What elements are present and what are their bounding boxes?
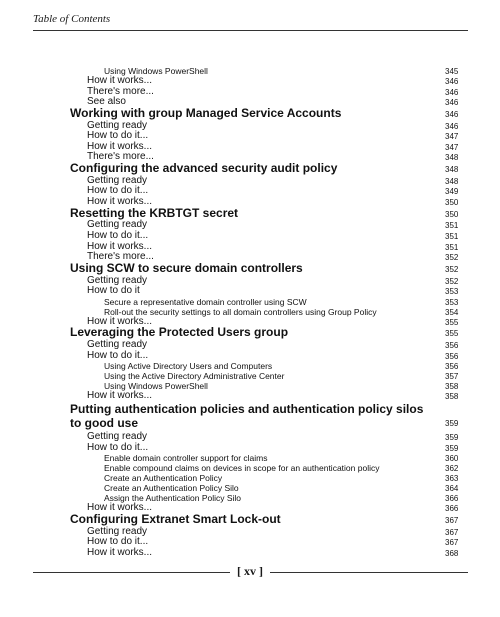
toc-entry-page: 359 bbox=[445, 419, 459, 428]
toc-entry-title: Enable compound claims on devices in scope for an authentication policy bbox=[104, 463, 380, 474]
toc-entry-page: 357 bbox=[445, 372, 459, 382]
toc-entry-title: Secure a representative domain controller using SCW bbox=[104, 296, 307, 307]
toc-section-entry[interactable] bbox=[0, 327, 500, 339]
toc-entry-title: Create an Authentication Policy Silo bbox=[104, 483, 239, 494]
toc-entry-title: How to do it... bbox=[87, 441, 149, 453]
toc-entry-title: Enable domain controller support for claims bbox=[104, 453, 268, 464]
toc-entry-page: 348 bbox=[445, 153, 459, 163]
toc-entry-page: 353 bbox=[445, 287, 459, 297]
toc-entry-page: 350 bbox=[445, 198, 459, 207]
toc-entry-title: How it works... bbox=[87, 75, 153, 86]
toc-entry-page: 368 bbox=[445, 548, 459, 558]
toc-entry-title: Getting ready bbox=[87, 431, 148, 442]
toc-entry-page: 351 bbox=[445, 221, 459, 231]
toc-entry-page: 358 bbox=[445, 392, 459, 402]
toc-section-entry[interactable] bbox=[0, 163, 500, 175]
toc-entry-title: Resetting the KRBTGT secret bbox=[70, 205, 239, 220]
toc-entry-title: How to do it... bbox=[87, 130, 149, 142]
toc-entry-title: Putting authentication policies and authentication policy silos to good use bbox=[70, 402, 424, 430]
toc-entry-page: 347 bbox=[445, 132, 459, 142]
toc-entry-title: How to do it... bbox=[87, 536, 149, 548]
toc-entry-title: How it works... bbox=[87, 315, 153, 327]
toc-entry-title: There's more... bbox=[87, 85, 154, 97]
toc-entry-page: 347 bbox=[445, 142, 459, 152]
toc-entry-title: How to do it... bbox=[87, 185, 149, 197]
toc-entry-page: 359 bbox=[445, 443, 459, 453]
toc-entry-title: How to do it bbox=[87, 285, 140, 297]
toc-entry-page: 353 bbox=[445, 297, 459, 307]
toc-entry-page: 356 bbox=[445, 351, 459, 361]
footer-divider-right bbox=[270, 572, 468, 573]
toc-entry-page: 352 bbox=[445, 253, 459, 263]
toc-entry-title: How to do it... bbox=[87, 349, 149, 361]
toc-entry-title: Configuring the advanced security audit policy bbox=[70, 161, 338, 175]
toc-entry-page: 345 bbox=[445, 67, 459, 76]
toc-entry-page: 358 bbox=[445, 382, 459, 392]
toc-entry-title: How it works... bbox=[87, 140, 153, 152]
toc-entry-title: Using the Active Directory Administrative Center bbox=[104, 371, 285, 382]
toc-section-entry[interactable] bbox=[0, 511, 500, 526]
toc-entry-page: 356 bbox=[445, 362, 459, 372]
toc-entry-page: 351 bbox=[445, 232, 459, 241]
toc-section-entry[interactable] bbox=[0, 402, 500, 430]
toc-entry-title: There's more... bbox=[87, 151, 154, 163]
toc-entry-title: Using Active Directory Users and Computers bbox=[104, 361, 273, 372]
toc-entry-page: 349 bbox=[445, 187, 459, 197]
toc-entry-page: 367 bbox=[445, 527, 459, 537]
toc-entry-page: 366 bbox=[445, 494, 459, 504]
toc-entry-page: 356 bbox=[445, 341, 459, 351]
toc-entry-page: 346 bbox=[445, 109, 459, 119]
toc-entry-title: How it works... bbox=[87, 196, 153, 207]
toc-entry-title: Getting ready bbox=[87, 339, 148, 351]
toc-entry-title: Create an Authentication Policy bbox=[104, 473, 223, 484]
toc-entry-title: Leveraging the Protected Users group bbox=[70, 325, 289, 340]
toc-entry-title: Configuring Extranet Smart Lock-out bbox=[70, 511, 281, 526]
toc-entry-page: 367 bbox=[445, 538, 459, 548]
toc-entry-page: 346 bbox=[445, 121, 459, 131]
toc-section-entry[interactable] bbox=[0, 260, 500, 275]
toc-entry-page: 352 bbox=[445, 276, 459, 286]
toc-entry-title: Getting ready bbox=[87, 219, 148, 231]
toc-entry-page: 366 bbox=[445, 504, 459, 514]
toc-entry-page: 352 bbox=[445, 264, 459, 274]
toc-entry-title: Using Windows PowerShell bbox=[104, 381, 208, 392]
toc-entry-title: Assign the Authentication Policy Silo bbox=[104, 493, 242, 504]
toc-entry-title: Using Windows PowerShell bbox=[104, 66, 208, 76]
toc-entry-title: Roll-out the security settings to all domain controllers using Group Policy bbox=[104, 306, 377, 317]
toc-entry-title: How to do it... bbox=[87, 230, 149, 241]
running-header: Table of Contents bbox=[33, 13, 111, 25]
toc-entry-page: 367 bbox=[445, 515, 459, 525]
toc-entry-page: 346 bbox=[445, 77, 459, 86]
page-number: [ xv ] bbox=[237, 564, 263, 578]
toc-entry-page: 355 bbox=[445, 317, 459, 327]
toc-section-entry[interactable] bbox=[0, 205, 500, 220]
toc-entry-title: Getting ready bbox=[87, 525, 148, 537]
toc-entry-title: Getting ready bbox=[87, 274, 148, 286]
toc-entry-title: How it works... bbox=[87, 546, 153, 558]
toc-entry-page: 355 bbox=[445, 329, 459, 339]
toc-subsection-entry[interactable] bbox=[0, 548, 500, 560]
toc-section-entry[interactable] bbox=[0, 105, 500, 120]
toc-entry-title: Getting ready bbox=[87, 174, 148, 186]
toc-entry-page: 348 bbox=[445, 176, 459, 186]
toc-entry-page: 348 bbox=[445, 165, 459, 174]
toc-entry-page: 346 bbox=[445, 87, 459, 97]
toc-entry-page: 351 bbox=[445, 242, 459, 252]
toc-entry-page: 363 bbox=[445, 474, 459, 484]
toc-entry-title: How it works... bbox=[87, 240, 153, 252]
toc-entry-title: There's more... bbox=[87, 251, 154, 263]
toc-entry-title: Working with group Managed Service Accounts bbox=[70, 105, 342, 120]
toc-entry-title: Getting ready bbox=[87, 119, 148, 131]
toc-entry-title: See also bbox=[87, 96, 126, 108]
toc-entry-title: How it works... bbox=[87, 502, 153, 514]
toc-entry-page: 346 bbox=[445, 98, 459, 108]
toc-entry-page: 350 bbox=[445, 209, 459, 219]
toc-entry-page: 359 bbox=[445, 433, 459, 442]
toc-entry-page: 362 bbox=[445, 464, 459, 474]
toc-entry-page: 360 bbox=[445, 454, 459, 464]
toc-entry-title: Using SCW to secure domain controllers bbox=[70, 260, 303, 275]
toc-entry-page: 354 bbox=[445, 307, 459, 317]
header-divider bbox=[33, 30, 468, 31]
toc-entry-page: 364 bbox=[445, 484, 459, 494]
toc-entry-title: How it works... bbox=[87, 390, 153, 402]
